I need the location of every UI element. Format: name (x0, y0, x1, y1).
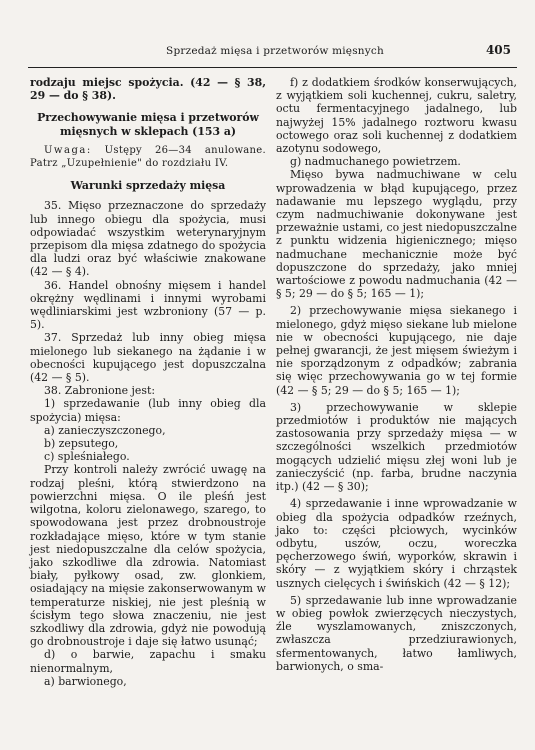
paragraph-38: 38. Zabronione jest: (44, 384, 156, 398)
paragraph-point-5: 5) sprzedawanie lub inne wprowadzanie w obieg powłok zwierzęcych nieczystych, źle wyszlamowanych, zniszczonych, zwłaszcza przedziurawionych, sfermentowanych, łatwo łamliwych, barwionych, o sma- (276, 593, 517, 673)
running-header: Sprzedaż mięsa i przetworów mięsnych (166, 45, 384, 57)
paragraph-inflation-note: Mięso bywa nadmuchiwane w celu wprowadzenia w błąd kupującego, przez nadawanie mu lepszego wyglądu, przy czym nadmuchiwanie dokonywane jest przeważnie ustami, co jest niedopuszczalne z punktu widzenia higienicznego; mięso nadmuchane mechanicznie może być dopuszczone do sprzedaży, jako mniej wartościowe z powodu nadmuchania (42 — § 5; 29 — do § 5; 165 — 1); (276, 168, 517, 301)
left-column (30, 76, 266, 688)
list-item-c: c) spleśniałego. (44, 450, 130, 464)
header-rule (28, 67, 517, 68)
subsection-heading: Warunki sprzedaży mięsa (70, 179, 226, 193)
note-uwaga (30, 144, 266, 170)
paragraph-continuation: rodzaju miejsc spożycia. (42 — § 38, 29 — do § 38). (30, 76, 266, 103)
note-text: Ustępy 26—34 anulowane. Patrz „Uzupełnienie" do rozdziału IV. (30, 144, 266, 170)
paragraph-mold-note: Przy kontroli należy zwrócić uwagę na rodzaj pleśni, którą stwierdzono na powierzchni mięsa. O ile pleśń jest wilgotna, koloru zielonawego, szarego, to spowodowana jest przez drobnoustroje rozkładające mięso, które w tym stanie jest niedopuszczalne dla celów spożycia, jako szkodliwe dla zdrowia. Natomiast biały, pyłkowy osad, zw. glonkiem, osiadający na mięsie zakonserwowanym w temperaturze niskiej, nie jest pleśnią w ścisłym tego słowa znaczeniu, nie jest szkodliwy dla zdrowia, gdyż nie powodują go drobnoustroje i daje się łatwo usunąć; (30, 463, 266, 649)
note-label: Uwaga: (44, 144, 92, 156)
right-column (276, 76, 517, 673)
list-item-a: a) zanieczyszczonego, (44, 423, 166, 437)
paragraph-point-4: 4) sprzedawanie i inne wprowadzanie w obieg dla spożycia odpadków rzeźnych, jako to: części płciowych, wycinków odbytu, uszów, oczu, woreczka pęcherzowego świń, wyporków, skrawin i skóry — z wyjątkiem skóry i chrząstek usznych cielęcych i świńskich (42 — § 12); (276, 497, 517, 590)
paragraph-point-2: 2) przechowywanie mięsa siekanego i mielonego, gdyż mięso siekane lub mielone nie w obecności kupującego, nie daje pełnej gwarancji, że jest mięsem świeżym i nie sporządzonym z odpadków; zabrania się więc przechowywania go w tej formie (42 — § 5; 29 — do § 5; 165 — 1); (276, 304, 517, 397)
list-item-b: b) zepsutego, (44, 437, 119, 451)
paragraph-35: 35. Mięso przeznaczone do sprzedaży lub innego obiegu dla spożycia, musi odpowiadać wszystkim weterynaryjnym przepisom dla mięsa zdatnego do spożycia dla ludzi oraz być właściwie znakowane (42 — § 4). (30, 199, 266, 279)
page-number: 405 (485, 43, 511, 57)
paragraph-37: 37. Sprzedaż lub inny obieg mięsa mielonego lub siekanego na żądanie i w obecności kupującego jest dopuszczalna (42 — § 5). (30, 331, 266, 385)
list-item-d-a: a) barwionego, (44, 674, 127, 688)
paragraph-point-3: 3) przechowywanie w sklepie przedmiotów i produktów nie mających zastosowania przy sprzedaży mięsa — w szczególności wszelkich przedmiotów mogących udzielić mięsu złej woni lub je zanieczyścić (np. farba, brudne naczynia itp.) (42 — § 30); (276, 400, 517, 494)
paragraph-38-1: 1) sprzedawanie (lub inny obieg dla spożycia) mięsa: (30, 397, 266, 424)
paragraph-36: 36. Handel obnośny mięsem i handel okrężny wędlinami i innymi wyrobami wędliniarskimi jest wzbroniony (57 — p. 5). (30, 278, 266, 332)
section-heading: Przechowywanie mięsa i przetworów mięsnych w sklepach (153 a) (37, 111, 259, 138)
list-item-g: g) nadmuchanego powietrzem. (290, 155, 461, 169)
list-item-f: f) z dodatkiem środków konserwujących, z wyjątkiem soli kuchennej, cukru, saletry, octu fermentacyjnego jadalnego, lub najwyżej 15% jadalnego roztworu kwasu octowego oraz soli kuchennej z dodatkiem azotynu sodowego, (276, 76, 517, 156)
list-item-d: d) o barwie, zapachu i smaku nienormalnym, (30, 648, 266, 675)
